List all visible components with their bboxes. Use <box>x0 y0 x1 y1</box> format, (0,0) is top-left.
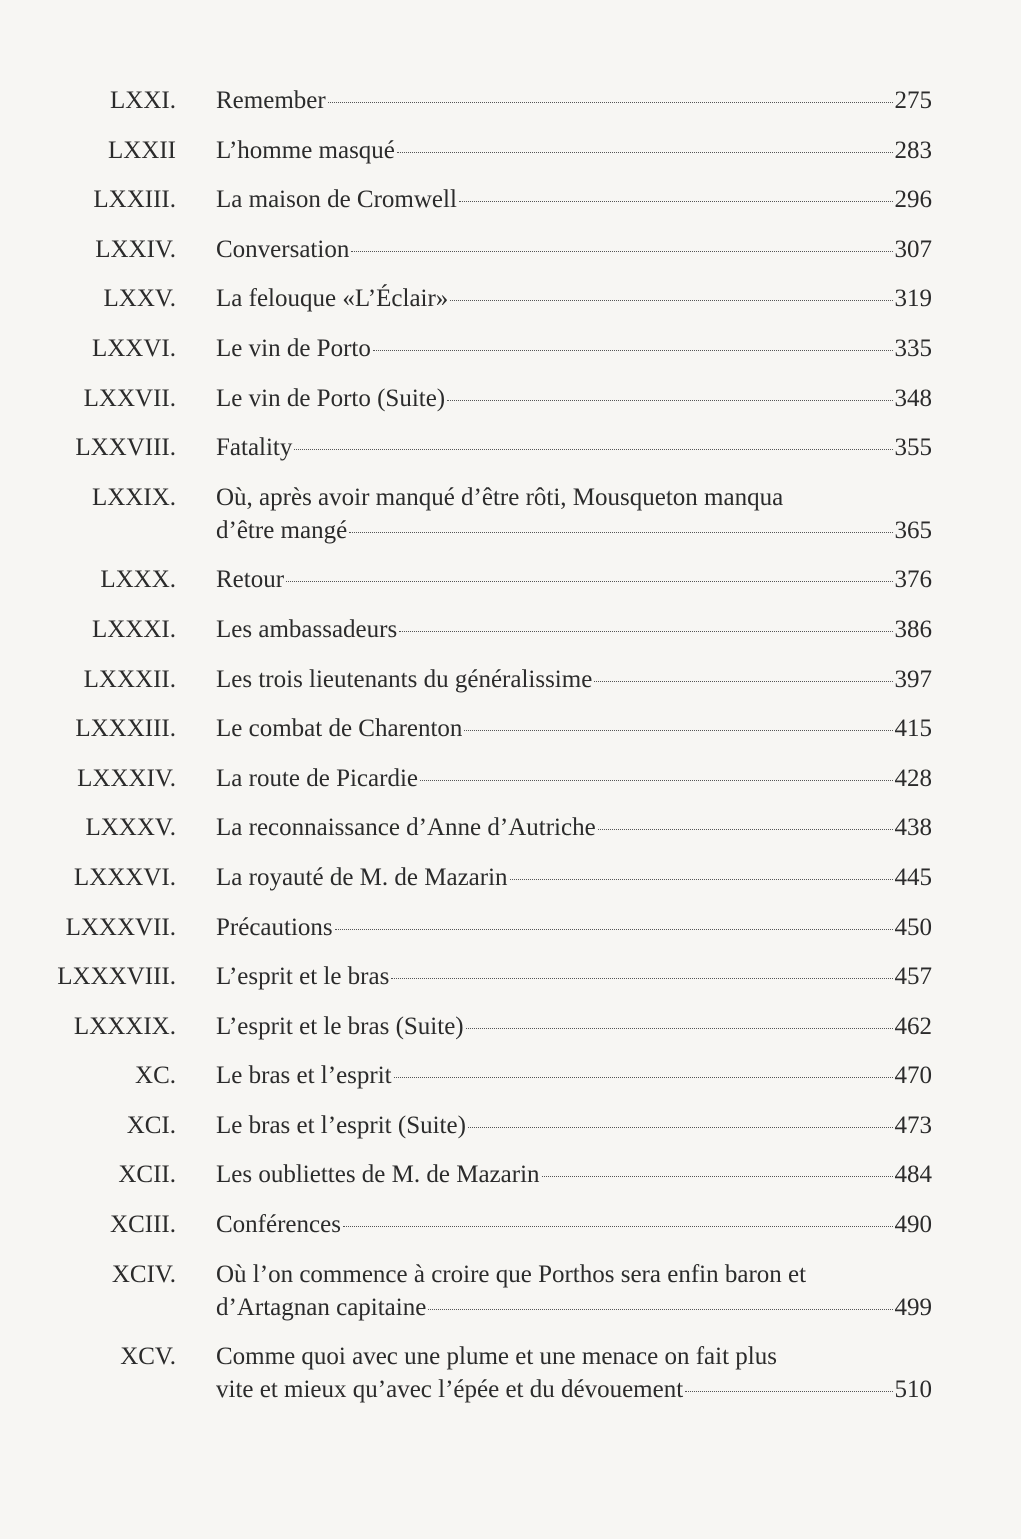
chapter-title: Les trois lieutenants du généralissime <box>216 665 593 693</box>
dot-leader <box>391 978 892 979</box>
chapter-number: LXXXVI. <box>73 863 176 891</box>
chapter-number: LXXI. <box>110 87 176 114</box>
chapter-entry-body <box>216 1006 932 1043</box>
chapter-title: La route de Picardie <box>216 764 418 792</box>
dot-leader <box>510 879 893 880</box>
chapter-entry-body <box>216 378 932 415</box>
dot-leader <box>447 400 892 401</box>
dot-leader <box>394 1077 893 1078</box>
dot-leader <box>542 1176 893 1177</box>
chapter-title: La royauté de M. de Mazarin <box>216 863 508 891</box>
chapter-entry-body <box>216 559 932 596</box>
table-of-contents <box>0 80 1021 1419</box>
dot-leader <box>335 929 893 930</box>
chapter-title: Les ambassadeurs <box>216 615 398 643</box>
chapter-entry-body <box>216 857 932 894</box>
chapter-number: LXXX. <box>100 566 176 594</box>
chapter-number: LXXXI. <box>91 615 176 643</box>
chapter-title-last-line <box>216 712 932 745</box>
toc-entry <box>0 956 1021 1006</box>
chapter-title: d’Artagnan capitaine <box>216 1293 427 1321</box>
page-number: 365 <box>894 516 932 544</box>
toc-entry <box>0 609 1021 659</box>
dot-leader <box>420 780 893 781</box>
chapter-number: LXXXIX. <box>73 1012 176 1040</box>
page-number: 510 <box>894 1376 932 1404</box>
chapter-title-last-line <box>216 1010 932 1043</box>
chapter-entry-body <box>216 1204 932 1241</box>
dot-leader <box>685 1391 892 1392</box>
chapter-entry-body <box>216 278 932 315</box>
dot-leader <box>351 251 892 252</box>
chapter-title-last-line <box>216 134 932 167</box>
chapter-entry-body <box>216 427 932 464</box>
chapter-title-last-line <box>216 183 932 216</box>
page-number: 428 <box>894 764 932 792</box>
dot-leader <box>466 1028 893 1029</box>
chapter-entry-body <box>216 708 932 745</box>
page-number: 484 <box>894 1161 932 1189</box>
chapter-title-last-line <box>216 613 932 646</box>
chapter-entry-body <box>216 179 932 216</box>
chapter-number: LXXXV. <box>85 814 176 842</box>
chapter-title: La reconnaissance d’Anne d’Autriche <box>216 814 596 842</box>
page-number: 397 <box>894 665 932 693</box>
toc-entry <box>0 427 1021 477</box>
chapter-number: LXXXIII. <box>75 715 176 743</box>
chapter-title: L’esprit et le bras (Suite) <box>216 1012 464 1040</box>
dot-leader <box>464 730 892 731</box>
chapter-entry-body <box>216 477 932 547</box>
chapter-title: vite et mieux qu’avec l’épée et du dévouement <box>216 1376 684 1404</box>
chapter-title-last-line <box>216 762 932 795</box>
page-number: 275 <box>894 87 932 114</box>
chapter-title-line: Comme quoi avec une plume et une menace on fait plus <box>216 1343 777 1371</box>
chapter-entry-body <box>216 1055 932 1092</box>
chapter-title-last-line <box>216 514 932 547</box>
dot-leader <box>328 102 893 103</box>
chapter-title-last-line <box>216 84 932 117</box>
page-number: 355 <box>894 434 932 462</box>
chapter-entry-body <box>216 609 932 646</box>
toc-entry <box>0 378 1021 428</box>
chapter-title-line: Où l’on commence à croire que Porthos sera enfin baron et <box>216 1260 807 1288</box>
toc-entry <box>0 1154 1021 1204</box>
chapter-entry-body <box>216 907 932 944</box>
page-number: 445 <box>894 863 932 891</box>
toc-entry <box>0 807 1021 857</box>
chapter-entry-body <box>216 130 932 167</box>
chapter-title: Le combat de Charenton <box>216 715 463 743</box>
toc-entry <box>0 229 1021 279</box>
page-number: 499 <box>894 1293 932 1321</box>
toc-entry <box>0 1055 1021 1105</box>
page-number: 473 <box>894 1111 932 1139</box>
chapter-title-last-line <box>216 282 932 315</box>
chapter-title: Fatality <box>216 434 293 462</box>
chapter-title-last-line <box>216 332 932 365</box>
chapter-title-last-line <box>216 1059 932 1092</box>
chapter-title-line: Où, après avoir manqué d’être rôti, Mousqueton manqua <box>216 483 784 511</box>
chapter-title: Le vin de Porto <box>216 334 371 362</box>
chapter-number: XC. <box>135 1062 176 1090</box>
chapter-number: LXXIV. <box>95 235 176 263</box>
chapter-title-last-line <box>216 1158 932 1191</box>
chapter-title-last-line <box>216 1291 932 1324</box>
dot-leader <box>349 532 892 533</box>
dot-leader <box>373 350 893 351</box>
chapter-title: Les oubliettes de M. de Mazarin <box>216 1161 540 1189</box>
chapter-title: Retour <box>216 566 285 594</box>
chapter-number: XCIII. <box>110 1211 176 1239</box>
page-number: 438 <box>894 814 932 842</box>
toc-entry <box>0 80 1021 130</box>
chapter-title: d’être mangé <box>216 516 348 544</box>
toc-entry <box>0 1105 1021 1155</box>
chapter-title-last-line <box>216 1208 932 1241</box>
chapter-title: Le vin de Porto (Suite) <box>216 384 446 412</box>
chapter-entry-body <box>216 229 932 266</box>
page-number: 470 <box>894 1062 932 1090</box>
chapter-number: LXXXIV. <box>77 764 176 792</box>
chapter-title: Précautions <box>216 913 333 941</box>
page-number: 415 <box>894 715 932 743</box>
toc-entry <box>0 559 1021 609</box>
page-number: 450 <box>894 913 932 941</box>
chapter-number: LXXVIII. <box>75 434 176 462</box>
toc-entry <box>0 130 1021 180</box>
chapter-number: XCII. <box>118 1161 176 1189</box>
chapter-entry-body <box>216 1105 932 1142</box>
chapter-title-last-line <box>216 811 932 844</box>
chapter-entry-body <box>216 1336 932 1406</box>
toc-entry <box>0 1336 1021 1419</box>
toc-entry <box>0 857 1021 907</box>
page-number: 296 <box>894 186 932 214</box>
chapter-title: Remember <box>216 87 326 114</box>
chapter-title-last-line <box>216 960 932 993</box>
page-number: 348 <box>894 384 932 412</box>
chapter-number: LXXIX. <box>91 483 176 511</box>
chapter-number: XCV. <box>120 1343 176 1371</box>
dot-leader <box>428 1309 892 1310</box>
toc-entry <box>0 907 1021 957</box>
toc-entry <box>0 1006 1021 1056</box>
chapter-title: La felouque «L’Éclair» <box>216 285 449 313</box>
page-number: 307 <box>894 235 932 263</box>
toc-entry <box>0 659 1021 709</box>
chapter-title: La maison de Cromwell <box>216 186 457 214</box>
chapter-title-last-line <box>216 233 932 266</box>
chapter-title-last-line <box>216 1373 932 1406</box>
chapter-title-last-line <box>216 563 932 596</box>
chapter-entry-body <box>216 80 932 117</box>
page-number: 462 <box>894 1012 932 1040</box>
page-number: 319 <box>894 285 932 313</box>
dot-leader <box>294 449 892 450</box>
dot-leader <box>397 152 893 153</box>
chapter-title-last-line <box>216 431 932 464</box>
chapter-title: L’esprit et le bras <box>216 963 390 991</box>
chapter-title: Le bras et l’esprit (Suite) <box>216 1111 466 1139</box>
dot-leader <box>343 1226 893 1227</box>
chapter-title-last-line <box>216 663 932 696</box>
page-number: 283 <box>894 136 932 164</box>
chapter-entry-body <box>216 659 932 696</box>
chapter-title: Conférences <box>216 1211 341 1239</box>
dot-leader <box>468 1127 893 1128</box>
dot-leader <box>598 829 893 830</box>
chapter-title: L’homme masqué <box>216 136 395 164</box>
page-number: 376 <box>894 566 932 594</box>
dot-leader <box>594 681 892 682</box>
chapter-entry-body <box>216 807 932 844</box>
chapter-number: LXXXII. <box>83 665 176 693</box>
toc-entry <box>0 179 1021 229</box>
chapter-number: LXXXVIII. <box>57 963 176 991</box>
dot-leader <box>459 201 893 202</box>
chapter-entry-body <box>216 1154 932 1191</box>
chapter-entry-body <box>216 328 932 365</box>
dot-leader <box>399 631 892 632</box>
chapter-number: LXXIII. <box>93 186 176 214</box>
chapter-title-last-line <box>216 911 932 944</box>
chapter-entry-body <box>216 758 932 795</box>
page-number: 335 <box>894 334 932 362</box>
page-number: 457 <box>894 963 932 991</box>
toc-entry <box>0 328 1021 378</box>
chapter-number: XCIV. <box>111 1260 176 1288</box>
chapter-title-last-line <box>216 382 932 415</box>
toc-entry <box>0 278 1021 328</box>
chapter-number: LXXXVII. <box>65 913 176 941</box>
chapter-entry-body <box>216 956 932 993</box>
toc-entry <box>0 708 1021 758</box>
chapter-number: LXXII <box>107 136 176 164</box>
page-number: 386 <box>894 615 932 643</box>
chapter-entry-body <box>216 1254 932 1324</box>
page-number: 490 <box>894 1211 932 1239</box>
chapter-title: Le bras et l’esprit <box>216 1062 392 1090</box>
toc-entry <box>0 1204 1021 1254</box>
chapter-title-last-line <box>216 1109 932 1142</box>
dot-leader <box>286 581 892 582</box>
chapter-number: XCI. <box>126 1111 176 1139</box>
chapter-title: Conversation <box>216 235 350 263</box>
chapter-title-last-line <box>216 861 932 894</box>
toc-entry <box>0 758 1021 808</box>
toc-entry <box>0 1254 1021 1337</box>
chapter-number: LXXVI. <box>91 334 176 362</box>
dot-leader <box>450 300 892 301</box>
chapter-number: LXXVII. <box>83 384 176 412</box>
toc-entry <box>0 477 1021 560</box>
chapter-number: LXXV. <box>103 285 176 313</box>
